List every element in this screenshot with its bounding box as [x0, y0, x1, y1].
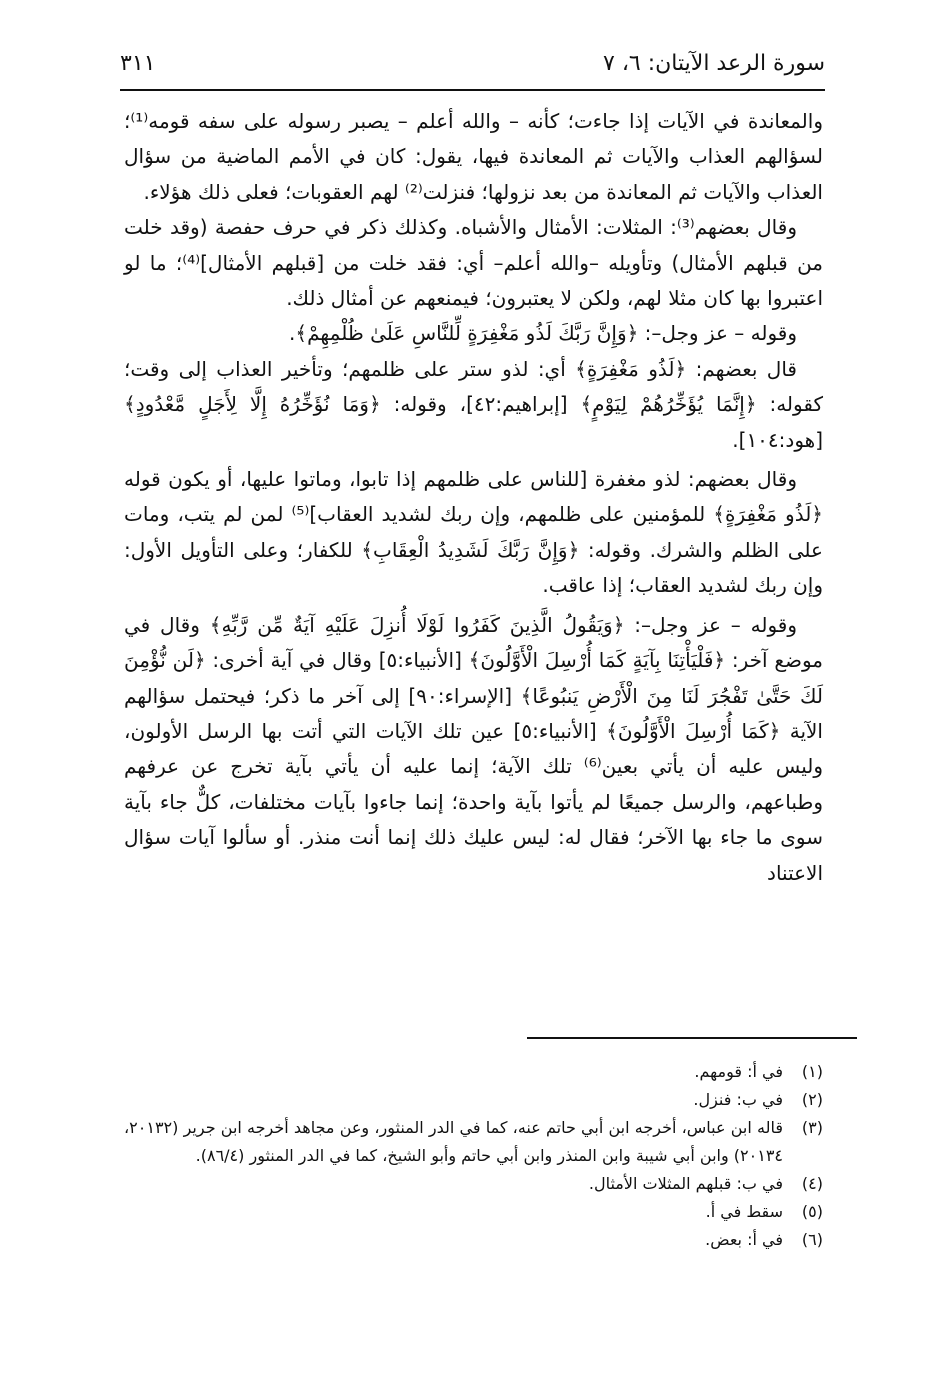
footnotes — [124, 1058, 823, 1254]
page-header — [120, 40, 825, 86]
header-rule — [120, 89, 825, 91]
paragraph: وقال بعضهم⁽³⁾: المثلات: الأمثال والأشباه. وكذلك ذكر في حرف حفصة (وقد خلت من قبلهم الأمثال) وتأويله –والله أعلم– أي: فقد خلت من [قبلهم الأمثال]⁽⁴⁾؛ ما لو اعتبروا بها كان مثلا لهم، ولكن لا يعتبرون؛ فيمنعهم عن أمثال ذلك. — [124, 215, 824, 311]
footnote-text: في أ: قومهم. — [694, 1062, 783, 1081]
paragraph: وقوله – عز وجل–: ﴿وَإِنَّ رَبَّكَ لَذُو مَغْفِرَةٍ لِّلنَّاسِ عَلَىٰ ظُلْمِهِمْ﴾. — [289, 321, 797, 346]
paragraph: وقال بعضهم: لذو مغفرة [للناس على ظلمهم إذا تابوا، وماتوا عليها، أو يكون قوله ﴿لَذُو مَغْفِرَةٍ﴾ للمؤمنين على ظلمهم، وإن ربك لشديد العقاب]⁽⁵⁾ لمن لم يتب، ومات على الظلم والشرك. وقوله: ﴿وَإِنَّ رَبَّكَ لَشَدِيدُ الْعِقَابِ﴾ للكفار؛ وعلى التأويل الأول: وإن ربك لشديد العقاب؛ إذا عاقب. — [124, 467, 823, 598]
paragraph: وقوله – عز وجل–: ﴿وَيَقُولُ الَّذِينَ كَفَرُوا لَوْلَا أُنزِلَ عَلَيْهِ آيَةٌ مِّن رَّبِّهِ﴾ وقال في موضع آخر: ﴿فَلْيَأْتِنَا بِآيَةٍ كَمَا أُرْسِلَ الْأَوَّلُونَ﴾ [الأنبياء:٥] وقال في آية أخرى: ﴿لَن نُّؤْمِنَ لَكَ حَتَّىٰ تَفْجُرَ لَنَا مِنَ الْأَرْضِ يَنبُوعًا﴾ [الإسراء:٩٠] إلى آخر ما ذكر؛ فيحتمل سؤالهم الآية ﴿كَمَا أُرْسِلَ الْأَوَّلُونَ﴾ [الأنبياء:٥] عين تلك الآيات التي أتت بها الرسل الأولون، وليس عليه أن يأتي بعين⁽⁶⁾ تلك الآية؛ إنما عليه أن يأتي بآية تخرج عن عرفهم وطباعهم، والرسل جميعًا لم يأتوا بآية واحدة؛ إنما جاءوا بآيات مختلفات، كلٌّ جاء بآية سوى ما جاء بها الآخر؛ فقال له: ليس عليك ذلك إنما أنت منذر. أو سألوا آيات سؤال الاعتناد — [124, 612, 823, 885]
footnote — [124, 1086, 823, 1114]
footnote-text: قاله ابن عباس، أخرجه ابن أبي حاتم عنه، كما في الدر المنثور، وعن مجاهد أخرجه ابن جرير (٢٠١٣٢، ٢٠١٣٤) وابن أبي شيبة وابن المنذر وابن أبي حاتم وأبو الشيخ، كما في الدر المنثور (٨٦/٤). — [124, 1118, 783, 1165]
footnote-text: سقط في أ. — [705, 1202, 783, 1221]
footnote — [124, 1170, 823, 1198]
footnote-number: (٦) — [801, 1230, 823, 1249]
footnote-separator — [527, 1037, 857, 1039]
paragraph: قال بعضهم: ﴿لَذُو مَغْفِرَةٍ﴾ أي: لذو ستر على ظلمهم؛ وتأخير العذاب إلى وقت؛ كقوله: ﴿إِنَّمَا يُؤَخِّرُهُمْ لِيَوْمٍ﴾ [إبراهيم:٤٢]، وقوله: ﴿وَمَا نُؤَخِّرُهُ إِلَّا لِأَجَلٍ مَّعْدُودٍ﴾ [هود:١٠٤]. — [124, 356, 823, 452]
footnote — [124, 1226, 823, 1254]
footnote-number: (١) — [801, 1062, 823, 1081]
footnote-text: في ب: قبلهم المثلات الأمثال. — [588, 1174, 783, 1193]
footnote — [124, 1198, 823, 1226]
running-title: سورة الرعد الآيتان: ٦، ٧ — [603, 50, 825, 76]
footnote-number: (٥) — [801, 1202, 823, 1221]
main-text — [124, 104, 823, 891]
footnote-text: في ب: فنزل. — [693, 1090, 783, 1109]
footnote-number: (٣) — [801, 1118, 823, 1137]
footnote — [124, 1114, 823, 1170]
footnote-number: (٤) — [801, 1174, 823, 1193]
paragraph: والمعاندة في الآيات إذا جاءت؛ كأنه – والله أعلم – يصبر رسوله على سفه قومه⁽¹⁾؛ لسؤالهم العذاب والآيات ثم المعاندة فيها، يقول: كان في الأمم الماضية من سؤال العذاب والآيات ثم المعاندة من بعد نزولها؛ فنزلت⁽²⁾ لهم العقوبات؛ فعلى ذلك هؤلاء. — [124, 109, 823, 204]
footnote-number: (٢) — [801, 1090, 823, 1109]
page-number: ٣١١ — [120, 50, 156, 76]
footnote-text: في أ: بعض. — [705, 1230, 783, 1249]
footnote — [124, 1058, 823, 1086]
